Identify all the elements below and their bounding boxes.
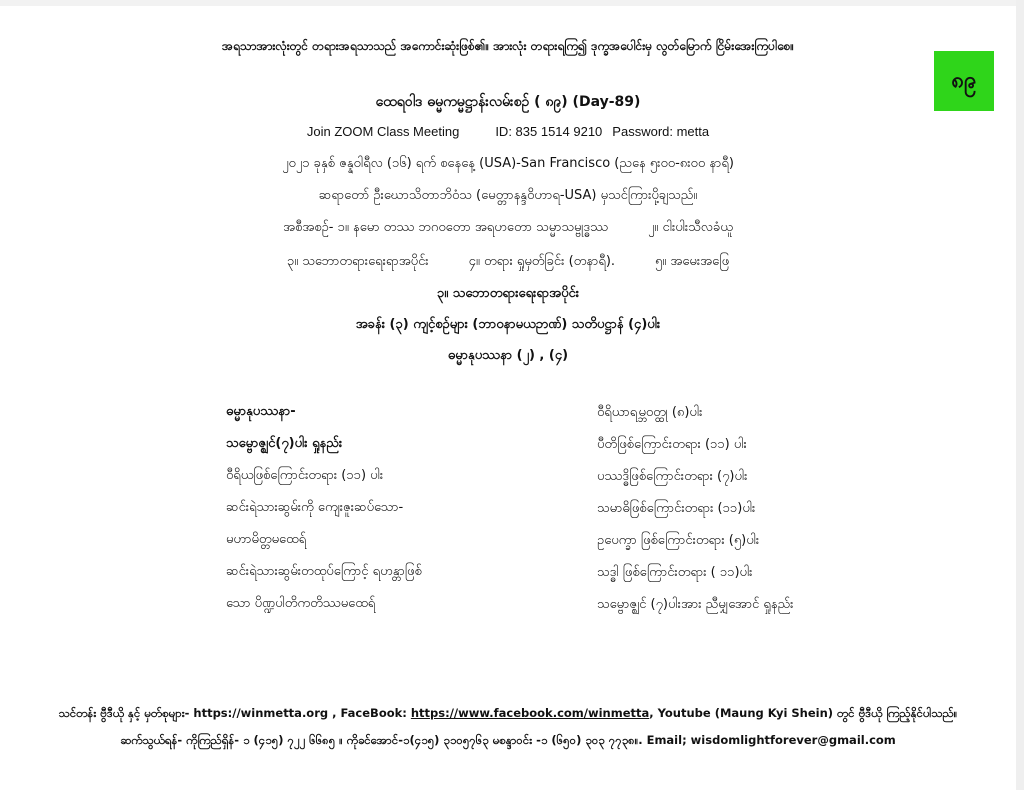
right-column <box>597 403 793 627</box>
right-item: သမ္ဗောဇ္ဈင် (၇)ပါးအား ညီမျှအောင် ရှုနည်း <box>597 597 794 612</box>
page-title: ထေရဝါဒ ဓမ္မကမ္မဋ္ဌာန်းလမ်းစဉ် ( ၈၉) (Day-89) <box>375 94 641 110</box>
left-item: ဓမ္မာနုပဿနာ- <box>226 404 296 419</box>
right-item: ဥပေက္ခာ ဖြစ်ကြောင်းတရား (၅)ပါး <box>597 533 760 548</box>
left-item: မဟာမိတ္တမထေရ် <box>226 532 307 547</box>
right-item: ပီတိဖြစ်ကြောင်းတရား (၁၁) ပါး <box>597 437 747 452</box>
page-number-badge: ၈၉ <box>934 51 994 111</box>
left-item: ဆင်းရဲသားဆွမ်းတထုပ်ကြောင့် ရဟန္တာဖြစ် <box>226 564 422 579</box>
page-edge-shadow <box>1016 0 1024 790</box>
right-item: ဝီရိယာရမ္ဘဝတ္ထု (၈)ပါး <box>597 405 703 420</box>
left-item: ဆင်းရဲသားဆွမ်းကို ကျေးဇူးဆပ်သော- <box>226 500 404 515</box>
left-column <box>226 402 422 626</box>
footer-text: , Youtube (Maung Kyi Shein) တွင် ဗွီဒီယို ကြည့်နိုင်ပါသည်။ <box>649 706 958 720</box>
section-title: ၃။ သဘောတရားရေးရာအပိုင်း <box>436 286 580 301</box>
left-item: ဝီရိယဖြစ်ကြောင်းတရား (၁၁) ပါး <box>226 468 384 483</box>
agenda-item-5: ၅။ အမေးအဖြေ <box>655 254 730 269</box>
zoom-password: Password: metta <box>612 124 710 139</box>
zoom-meeting-info <box>0 124 1016 139</box>
right-item: ပဿဒ္ဓိဖြစ်ကြောင်းတရား (၇)ပါး <box>597 469 748 484</box>
agenda-item-4: ၄။ တရား ရှုမှတ်ခြင်း (တနာရီ). <box>468 254 616 269</box>
footer-links-line <box>0 706 1016 723</box>
agenda-line-2 <box>0 253 1016 272</box>
footer-text: သင်တန်း ဗွီဒီယို နှင့် မှတ်စုများ- https://winmetta.org , FaceBook: <box>58 706 411 720</box>
footer-contact-line: ဆက်သွယ်ရန်- ကိုကြည်ရှိန်- ၁ (၄၁၅) ၇၂၂ ၆၆၈၅ ။ ကိုခင်အောင်-၁(၄၁၅) ၃၁၀၅၇၆၃ မစန္ဒာဝင်း -၁ (၆၅၀) ၃၀၃ ၇၇၃၈။. Email; wisdomlightforever@gmail.com <box>120 733 896 747</box>
chapter-title: အခန်း (၃) ကျင့်စဉ်များ (ဘာဝနာမယဉာဏ်) သတိပဋ္ဌာန် (၄)ပါး <box>355 317 661 332</box>
teacher-line: ဆရာတော် ဦးဃောသိတာဘိဝံသ (မေတ္တာနန္ဒဝိဟာရ-USA) မှသင်ကြားပို့ချသည်။ <box>318 188 698 203</box>
left-item: သမ္ဗောဇ္ဈင်(၇)ပါး ရှုနည်း <box>226 436 343 451</box>
motto-line: အရသာအားလုံးတွင် တရားအရသာသည် အကောင်းဆုံးဖြစ်၏။ အားလုံး တရားရကြ၍ ဒုက္ခအပေါင်းမှ လွတ်မြောက် ငြိမ်းအေးကြပါစေ။ <box>222 39 794 53</box>
right-item: သမာဓိဖြစ်ကြောင်းတရား (၁၁)ပါး <box>597 501 756 516</box>
agenda-item-3: ၃။ သဘောတရားရေးရာအပိုင်း <box>286 254 429 269</box>
agenda-item-1: အစီအစဉ်- ၁။ နမော တဿ ဘဂဝတော အရဟတော သမ္မာသမ္ဗုဒ္ဓဿ <box>283 220 609 235</box>
agenda-item-2: ၂။ ငါးပါးသီလခံယူ <box>648 220 733 235</box>
zoom-id: ID: 835 1514 9210 <box>495 124 603 139</box>
facebook-link[interactable]: https://www.facebook.com/winmetta <box>410 706 650 720</box>
left-item: သော ပိဏ္ဍပါတိကတိဿမထေရ် <box>226 596 376 611</box>
top-strip <box>0 0 1024 6</box>
zoom-label: Join ZOOM Class Meeting <box>306 124 460 139</box>
subsection-title: ဓမ္မာနုပဿနာ (၂) , (၄) <box>447 348 569 363</box>
date-line: ၂၀၂၁ ခုနှစ် ဇန္နဝါရီလ (၁၆) ရက် စနေနေ့ (USA)-San Francisco (ညနေ ၅း၀၀-၈း၀၀ နာရီ) <box>282 156 734 171</box>
agenda-line-1 <box>0 219 1016 238</box>
right-item: သဒ္ဓါ ဖြစ်ကြောင်းတရား ( ၁၁)ပါး <box>597 565 753 580</box>
